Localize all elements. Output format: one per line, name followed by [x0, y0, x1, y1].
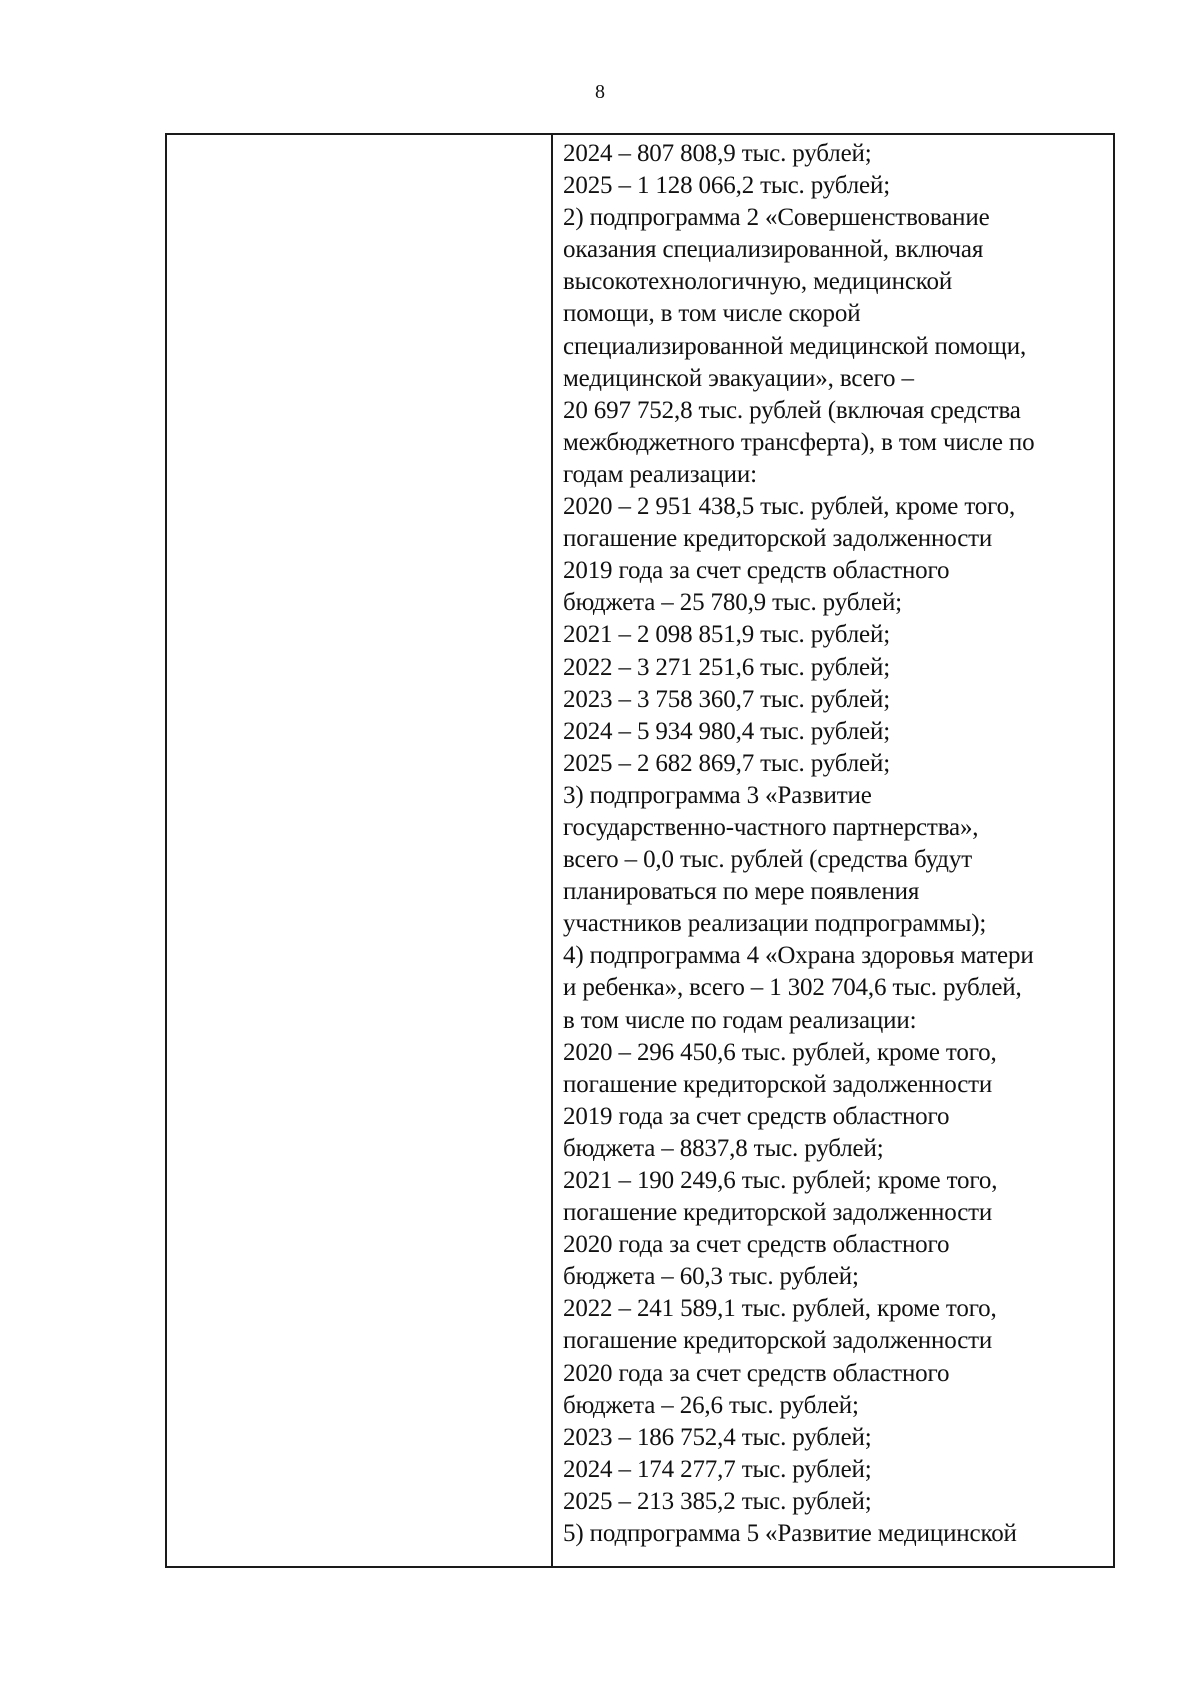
text-line: 2025 – 2 682 869,7 тыс. рублей;: [563, 749, 891, 777]
text-line: 2020 – 2 951 438,5 тыс. рублей, кроме того,: [563, 493, 1016, 521]
text-line: 2020 года за счет средств областного: [563, 1231, 950, 1259]
text-line: 2024 – 807 808,9 тыс. рублей;: [563, 140, 872, 167]
text-line: 2023 – 3 758 360,7 тыс. рублей;: [563, 685, 891, 713]
page-number: 8: [595, 81, 605, 103]
text-line: 2022 – 3 271 251,6 тыс. рублей;: [563, 653, 891, 681]
text-line: 20 697 752,8 тыс. рублей (включая средства: [563, 396, 1021, 424]
text-line: погашение кредиторской задолженности: [563, 1327, 993, 1355]
text-line: и ребенка», всего – 1 302 704,6 тыс. рублей,: [563, 974, 1022, 1002]
text-line: специализированной медицинской помощи,: [563, 332, 1027, 360]
text-line: 2019 года за счет средств областного: [563, 1102, 950, 1130]
text-line: 2019 года за счет средств областного: [563, 557, 950, 585]
text-line: участников реализации подпрограммы);: [563, 910, 987, 938]
text-line: 2021 – 2 098 851,9 тыс. рублей;: [563, 621, 891, 649]
text-line: медицинской эвакуации», всего –: [563, 364, 914, 392]
text-line: 2) подпрограмма 2 «Совершенствование: [563, 204, 990, 232]
text-line: погашение кредиторской задолженности: [563, 525, 993, 553]
text-line: помощи, в том числе скорой: [563, 300, 861, 328]
text-line: в том числе по годам реализации:: [563, 1006, 917, 1034]
text-line: 2024 – 174 277,7 тыс. рублей;: [563, 1455, 872, 1483]
text-line: погашение кредиторской задолженности: [563, 1070, 993, 1098]
text-line: бюджета – 60,3 тыс. рублей;: [563, 1263, 859, 1291]
text-line: планироваться по мере появления: [563, 878, 920, 906]
text-line: годам реализации:: [563, 460, 757, 488]
text-line: 2022 – 241 589,1 тыс. рублей, кроме того,: [563, 1295, 997, 1323]
text-line: 2025 – 213 385,2 тыс. рублей;: [563, 1487, 872, 1515]
text-line: бюджета – 8837,8 тыс. рублей;: [563, 1134, 884, 1162]
text-line: 2023 – 186 752,4 тыс. рублей;: [563, 1423, 872, 1451]
text-line: 3) подпрограмма 3 «Развитие: [563, 781, 872, 809]
text-line: 2021 – 190 249,6 тыс. рублей; кроме того,: [563, 1167, 998, 1194]
text-line: 5) подпрограмма 5 «Развитие медицинской: [563, 1520, 1017, 1548]
text-line: бюджета – 25 780,9 тыс. рублей;: [563, 589, 902, 617]
text-line: высокотехнологичную, медицинской: [563, 268, 953, 296]
text-line: межбюджетного трансферта), в том числе по: [563, 428, 1035, 456]
table-right-cell: [553, 135, 1113, 1566]
text-line: 2020 – 296 450,6 тыс. рублей, кроме того,: [563, 1038, 997, 1066]
text-line: погашение кредиторской задолженности: [563, 1199, 993, 1227]
table-left-cell: [167, 135, 553, 1566]
text-line: 2025 – 1 128 066,2 тыс. рублей;: [563, 172, 891, 200]
text-line: государственно-частного партнерства»,: [563, 813, 979, 841]
text-line: бюджета – 26,6 тыс. рублей;: [563, 1391, 859, 1419]
document-table: [165, 133, 1115, 1568]
text-line: 2020 года за счет средств областного: [563, 1359, 950, 1387]
text-line: 4) подпрограмма 4 «Охрана здоровья матери: [563, 942, 1034, 970]
text-line: 2024 – 5 934 980,4 тыс. рублей;: [563, 717, 891, 745]
text-line: всего – 0,0 тыс. рублей (средства будут: [563, 846, 972, 874]
text-line: оказания специализированной, включая: [563, 236, 984, 264]
